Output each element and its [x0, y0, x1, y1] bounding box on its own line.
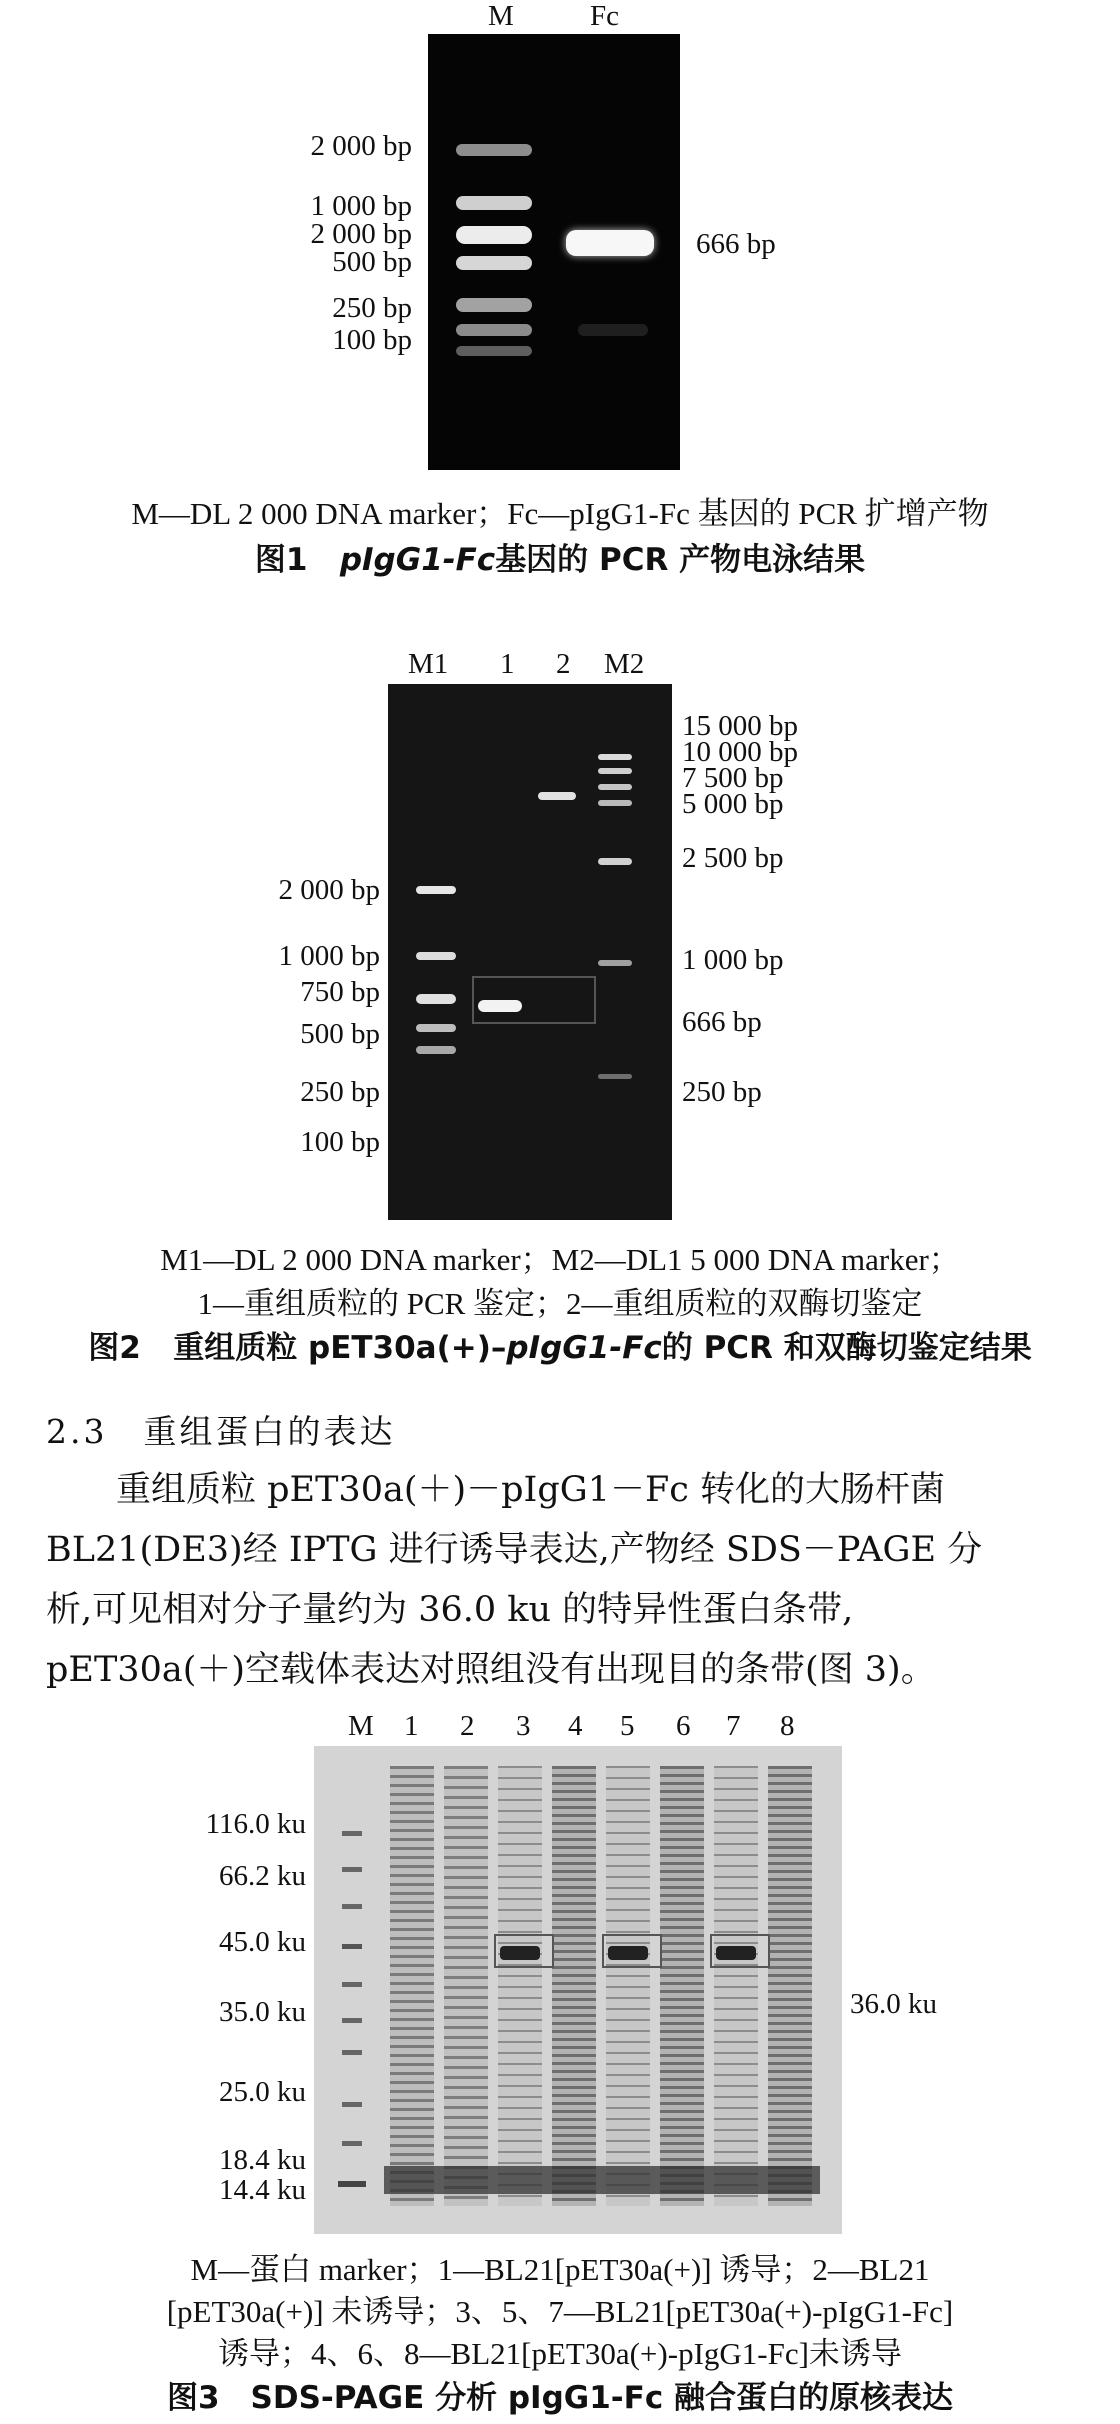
marker-label: 1 000 bp	[310, 190, 412, 222]
caption-text: 基因的 PCR 产物电泳结果	[495, 542, 866, 578]
marker-label: 14.4 ku	[219, 2174, 306, 2206]
target-size-label: 36.0 ku	[850, 1988, 937, 2020]
highlight-box	[472, 976, 596, 1024]
lane-label-M: M	[348, 1710, 374, 1742]
marker-label: 25.0 ku	[219, 2076, 306, 2108]
lane-label-Fc: Fc	[590, 0, 619, 32]
section-heading: 2.3 重组蛋白的表达	[46, 1412, 396, 1451]
figure-3-legend-line-1: M—蛋白 marker；1—BL21[pET30a(+)] 诱导；2—BL21	[190, 2252, 930, 2287]
figure-2-caption	[0, 1322, 1120, 1367]
paragraph-line: 重组质粒 pET30a(＋)－pIgG1－Fc 转化的大肠杆菌	[116, 1470, 946, 1510]
marker-label: 500 bp	[332, 246, 412, 278]
sds-page-gel	[314, 1746, 842, 2234]
marker-label: 116.0 ku	[205, 1808, 306, 1840]
caption-gene: pIgG1-Fc	[506, 1330, 662, 1366]
caption-text: 重组质粒 pET30a(+)–	[173, 1330, 507, 1366]
marker-label: 18.4 ku	[219, 2144, 306, 2176]
marker-label: 1 000 bp	[682, 944, 784, 976]
marker-label: 5 000 bp	[682, 788, 784, 820]
lane-label-8: 8	[780, 1710, 795, 1742]
paragraph-line: BL21(DE3)经 IPTG 进行诱导表达,产物经 SDS－PAGE 分	[46, 1530, 983, 1570]
figure-1-caption	[0, 534, 1120, 579]
marker-label: 500 bp	[300, 1018, 380, 1050]
highlight-box	[494, 1934, 554, 1968]
marker-label: 66.2 ku	[219, 1860, 306, 1892]
lane-label-2: 2	[460, 1710, 475, 1742]
lane-label-M1: M1	[408, 648, 449, 680]
marker-label: 250 bp	[332, 292, 412, 324]
marker-label: 750 bp	[300, 976, 380, 1008]
marker-label: 45.0 ku	[219, 1926, 306, 1958]
marker-label: 1 000 bp	[278, 940, 380, 972]
lane-label-1: 1	[500, 648, 515, 680]
paragraph-line: 析,可见相对分子量约为 36.0 ku 的特异性蛋白条带,	[46, 1590, 854, 1630]
caption-gene: pIgG1-Fc	[339, 542, 496, 578]
highlight-box	[710, 1934, 770, 1968]
marker-label: 2 000 bp	[310, 130, 412, 162]
marker-label: 7 500 bp	[682, 762, 784, 794]
figure-1-legend: M—DL 2 000 DNA marker；Fc—pIgG1-Fc 基因的 PCR 扩增产物	[131, 496, 989, 531]
lane-label-6: 6	[676, 1710, 691, 1742]
product-size-label: 666 bp	[682, 1006, 762, 1038]
highlight-box	[602, 1934, 662, 1968]
marker-label: 10 000 bp	[682, 736, 798, 768]
figure-2-legend-line-2: 1—重组质粒的 PCR 鉴定；2—重组质粒的双酶切鉴定	[197, 1286, 923, 1321]
paragraph-line: pET30a(＋)空载体表达对照组没有出现目的条带(图 3)。	[46, 1650, 936, 1690]
lane-label-3: 3	[516, 1710, 531, 1742]
marker-label: 35.0 ku	[219, 1996, 306, 2028]
marker-label: 250 bp	[300, 1076, 380, 1108]
marker-label: 100 bp	[332, 324, 412, 356]
marker-label: 100 bp	[300, 1126, 380, 1158]
lane-label-7: 7	[726, 1710, 741, 1742]
lane-label-1: 1	[404, 1710, 419, 1742]
lane-label-M: M	[488, 0, 514, 32]
figure-3-caption: 图3 SDS-PAGE 分析 pIgG1-Fc 融合蛋白的原核表达	[166, 2380, 954, 2416]
marker-label: 2 000 bp	[278, 874, 380, 906]
section-paragraph	[46, 1460, 1076, 1700]
gel-image-2	[388, 684, 672, 1220]
marker-label: 2 500 bp	[682, 842, 784, 874]
product-size-label: 666 bp	[696, 228, 776, 260]
lane-label-4: 4	[568, 1710, 583, 1742]
lane-label-M2: M2	[604, 648, 645, 680]
marker-label: 2 000 bp	[310, 218, 412, 250]
marker-label: 250 bp	[682, 1076, 762, 1108]
figure-3-legend-line-2: [pET30a(+)] 未诱导；3、5、7—BL21[pET30a(+)-pIgG1-Fc]	[166, 2294, 954, 2329]
caption-number: 图1	[254, 542, 308, 578]
caption-number: 图2	[88, 1330, 141, 1366]
figure-2-legend-line-1: M1—DL 2 000 DNA marker；M2—DL1 5 000 DNA marker；	[160, 1242, 960, 1277]
caption-text: 的 PCR 和双酶切鉴定结果	[661, 1330, 1032, 1366]
gel-image-1	[428, 34, 680, 470]
lane-label-2: 2	[556, 648, 571, 680]
marker-label: 15 000 bp	[682, 710, 798, 742]
lane-label-5: 5	[620, 1710, 635, 1742]
figure-3-legend-line-3: 诱导；4、6、8—BL21[pET30a(+)-pIgG1-Fc]未诱导	[218, 2336, 902, 2371]
